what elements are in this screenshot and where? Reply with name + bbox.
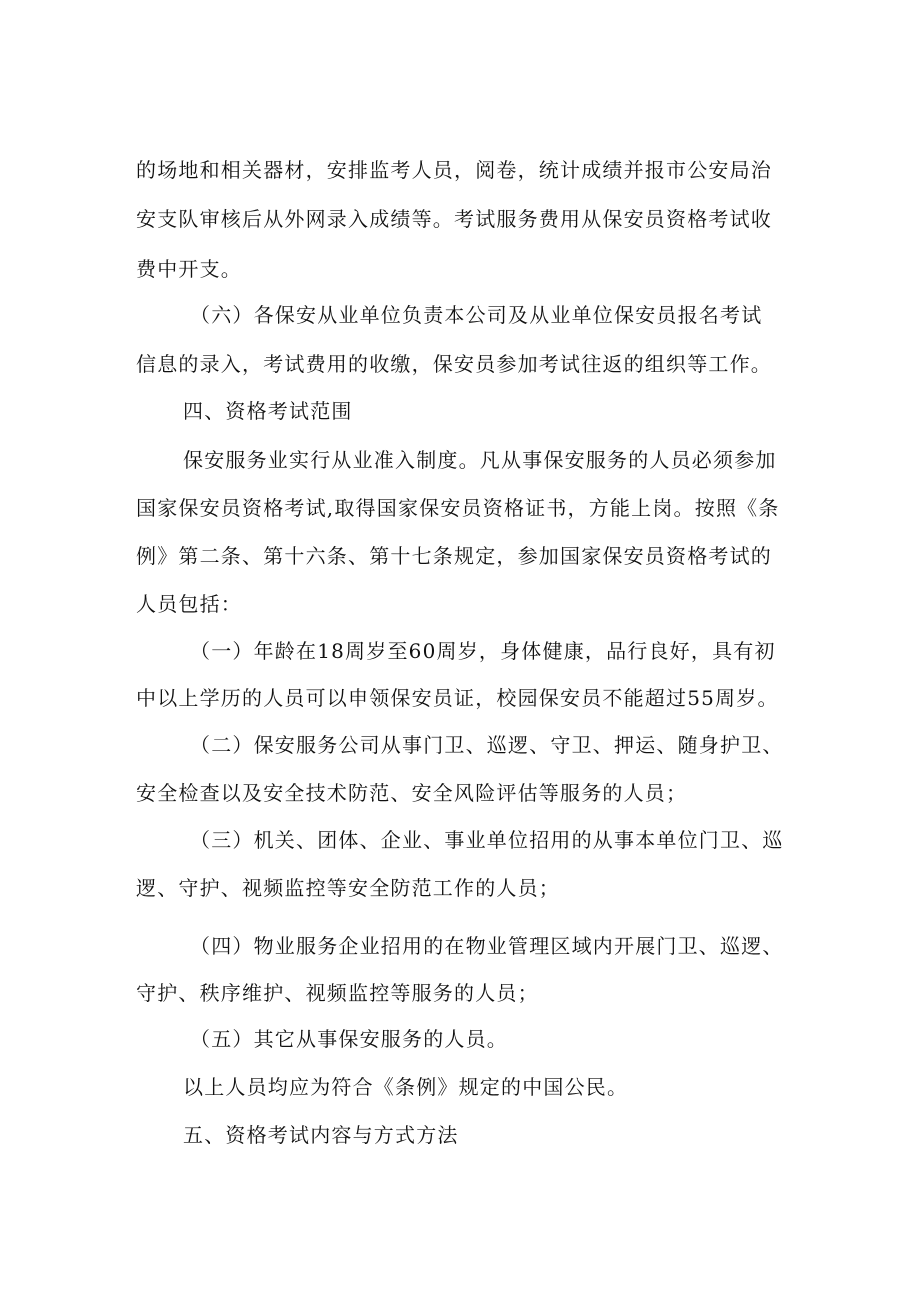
text-line: 安支队审核后从外网录入成绩等。考试服务费用从保安员资格考试收 [136, 207, 772, 231]
text-line: 逻、守护、视频监控等安全防范工作的人员； [136, 876, 560, 900]
list-item-1: （一）年龄在18周岁至60周岁，身体健康，品行良好，具有初 [190, 639, 776, 663]
text-line: 中以上学历的人员可以申领保安员证，校园保安员不能超过55周岁。 [136, 686, 779, 710]
list-item-5: （五）其它从事保安服务的人员。 [190, 1027, 508, 1051]
text-line: 守护、秩序维护、视频监控等服务的人员； [136, 981, 539, 1005]
paragraph-start: 保安服务业实行从业准入制度。凡从事保安服务的人员必须参加 [183, 448, 777, 472]
text-line: 的场地和相关器材，安排监考人员，阅卷，统计成绩并报市公安局治 [136, 158, 772, 182]
list-item-3: （三）机关、团体、企业、事业单位招用的从事本单位门卫、巡 [190, 828, 784, 852]
paragraph-item-six: （六）各保安从业单位负责本公司及从业单位保安员报名考试 [190, 303, 763, 327]
text-line: 费中开支。 [136, 257, 242, 281]
text-line: 信息的录入，考试费用的收缴，保安员参加考试往返的组织等工作。 [136, 352, 772, 376]
text-line: 安全检查以及安全技术防范、安全风险评估等服务的人员； [136, 781, 688, 805]
list-item-4: （四）物业服务企业招用的在物业管理区域内开展门卫、巡逻、 [190, 934, 784, 958]
text-line: 国家保安员资格考试,取得国家保安员资格证书，方能上岗。按照《条 [136, 496, 780, 520]
section-heading-5: 五、资格考试内容与方式方法 [183, 1123, 459, 1147]
paragraph-closing: 以上人员均应为符合《条例》规定的中国公民。 [183, 1075, 629, 1099]
text-line: 人员包括： [136, 592, 242, 616]
list-item-2: （二）保安服务公司从事门卫、巡逻、守卫、押运、随身护卫、 [190, 733, 784, 757]
section-heading-4: 四、资格考试范围 [183, 399, 353, 423]
text-line: 例》第二条、第十六条、第十七条规定，参加国家保安员资格考试的 [136, 544, 772, 568]
